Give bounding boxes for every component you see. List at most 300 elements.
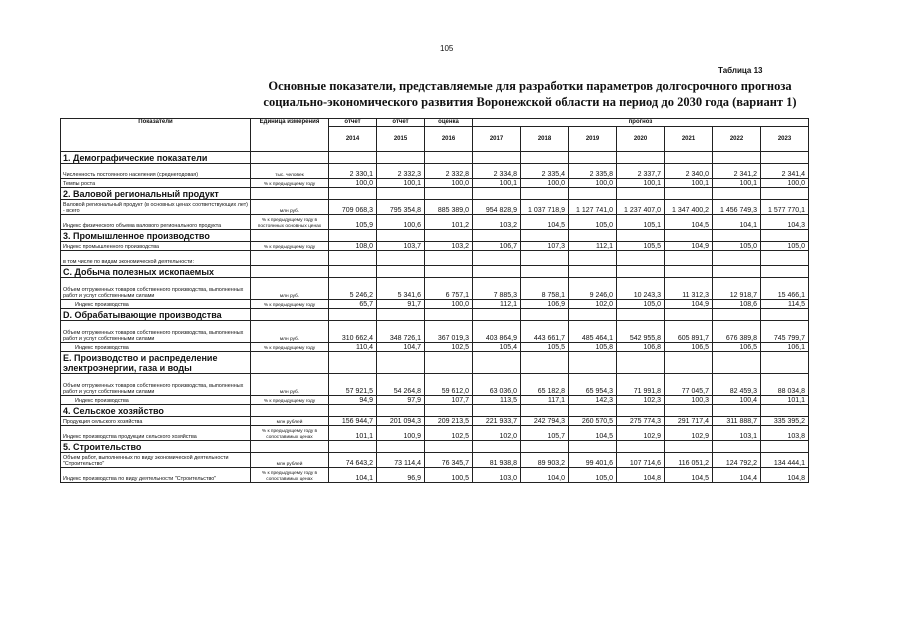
header-estimate: оценка bbox=[425, 119, 473, 127]
value-cell: 106,5 bbox=[665, 343, 713, 352]
empty-cell bbox=[329, 152, 377, 164]
year-cell: 2017 bbox=[473, 127, 521, 152]
value-cell: 156 944,7 bbox=[329, 417, 377, 426]
section-title: 1. Демографические показатели bbox=[61, 152, 251, 164]
empty-cell bbox=[569, 152, 617, 164]
value-cell: 1 456 749,3 bbox=[713, 200, 761, 215]
value-cell: 2 330,1 bbox=[329, 164, 377, 179]
value-cell: 104,3 bbox=[761, 215, 809, 230]
value-cell: 107,3 bbox=[521, 242, 569, 251]
value-cell: 107,7 bbox=[425, 396, 473, 405]
table-row bbox=[61, 343, 809, 352]
value-cell: 2 335,8 bbox=[569, 164, 617, 179]
value-cell: 104,5 bbox=[665, 215, 713, 230]
year-cell: 2015 bbox=[377, 127, 425, 152]
value-cell: 101,1 bbox=[761, 396, 809, 405]
table-row bbox=[61, 426, 809, 441]
empty-cell bbox=[569, 309, 617, 321]
empty-cell bbox=[377, 152, 425, 164]
row-unit: % к предыдущему году в сопоставимых ценах bbox=[251, 468, 329, 483]
year-cell: 2023 bbox=[761, 127, 809, 152]
empty-cell bbox=[665, 230, 713, 242]
empty-cell bbox=[425, 266, 473, 278]
empty-cell bbox=[251, 309, 329, 321]
empty-cell bbox=[425, 230, 473, 242]
row-label: Объем отгруженных товаров собственного производства, выполненных работ и услуг собственными силами bbox=[61, 278, 251, 300]
value-cell: 105,5 bbox=[617, 242, 665, 251]
value-cell: 885 389,0 bbox=[425, 200, 473, 215]
value-cell: 54 264,8 bbox=[377, 374, 425, 396]
empty-cell bbox=[329, 405, 377, 417]
value-cell: 335 395,2 bbox=[761, 417, 809, 426]
empty-cell bbox=[425, 188, 473, 200]
value-cell: 105,9 bbox=[329, 215, 377, 230]
section-title: 3. Промышленное производство bbox=[61, 230, 251, 242]
value-cell: 221 933,7 bbox=[473, 417, 521, 426]
value-cell: 6 757,1 bbox=[425, 278, 473, 300]
value-cell: 105,5 bbox=[521, 343, 569, 352]
value-cell: 106,5 bbox=[713, 343, 761, 352]
value-cell: 104,1 bbox=[713, 215, 761, 230]
header-unit: Единица измерения bbox=[251, 119, 329, 152]
value-cell: 605 891,7 bbox=[665, 321, 713, 343]
header-indicators: Показатели bbox=[61, 119, 251, 152]
value-cell: 81 938,8 bbox=[473, 453, 521, 468]
value-cell: 76 345,7 bbox=[425, 453, 473, 468]
value-cell: 106,1 bbox=[761, 343, 809, 352]
section-header-row bbox=[61, 309, 809, 321]
value-cell: 100,1 bbox=[377, 179, 425, 188]
empty-cell bbox=[713, 266, 761, 278]
empty-cell bbox=[761, 266, 809, 278]
table-row bbox=[61, 200, 809, 215]
year-cell: 2019 bbox=[569, 127, 617, 152]
row-label: Темпы роста bbox=[61, 179, 251, 188]
empty-cell bbox=[761, 188, 809, 200]
table-row bbox=[61, 251, 809, 266]
value-cell: 104,9 bbox=[665, 242, 713, 251]
empty-cell bbox=[617, 188, 665, 200]
value-cell: 311 888,7 bbox=[713, 417, 761, 426]
table-row bbox=[61, 242, 809, 251]
row-label: Индекс производства bbox=[61, 300, 251, 309]
empty-cell bbox=[521, 405, 569, 417]
value-cell: 112,1 bbox=[569, 242, 617, 251]
value-cell: 100,4 bbox=[713, 396, 761, 405]
value-cell: 114,5 bbox=[761, 300, 809, 309]
value-cell: 104,8 bbox=[617, 468, 665, 483]
value-cell: 94,9 bbox=[329, 396, 377, 405]
value-cell: 2 340,0 bbox=[665, 164, 713, 179]
section-header-row bbox=[61, 352, 809, 374]
value-cell: 100,0 bbox=[569, 179, 617, 188]
empty-cell bbox=[761, 405, 809, 417]
value-cell: 91,7 bbox=[377, 300, 425, 309]
value-cell: 105,0 bbox=[569, 215, 617, 230]
row-label: Индекс производства продукции сельского хозяйства bbox=[61, 426, 251, 441]
value-cell: 100,6 bbox=[377, 215, 425, 230]
value-cell: 104,7 bbox=[377, 343, 425, 352]
row-label: Индекс физического объема валового регионального продукта bbox=[61, 215, 251, 230]
section-title: E. Производство и распределение электроэнергии, газа и воды bbox=[61, 352, 251, 374]
empty-cell bbox=[329, 266, 377, 278]
value-cell: 100,0 bbox=[521, 179, 569, 188]
value-cell: 1 347 400,2 bbox=[665, 200, 713, 215]
empty-cell bbox=[473, 188, 521, 200]
value-cell: 88 034,8 bbox=[761, 374, 809, 396]
table-row bbox=[61, 468, 809, 483]
value-cell: 100,0 bbox=[761, 179, 809, 188]
value-cell: 403 864,9 bbox=[473, 321, 521, 343]
value-cell: 102,9 bbox=[617, 426, 665, 441]
row-unit: млн рублей bbox=[251, 453, 329, 468]
value-cell: 105,0 bbox=[617, 300, 665, 309]
empty-cell bbox=[251, 352, 329, 374]
value-cell: 954 828,9 bbox=[473, 200, 521, 215]
value-cell: 1 237 407,0 bbox=[617, 200, 665, 215]
empty-cell bbox=[713, 352, 761, 374]
empty-cell bbox=[425, 405, 473, 417]
value-cell: 242 794,3 bbox=[521, 417, 569, 426]
value-cell: 100,1 bbox=[665, 179, 713, 188]
value-cell: 105,7 bbox=[521, 426, 569, 441]
empty-cell bbox=[377, 405, 425, 417]
header-report-2014: отчет bbox=[329, 119, 377, 127]
row-unit: млн руб. bbox=[251, 374, 329, 396]
value-cell: 101,1 bbox=[329, 426, 377, 441]
value-cell: 103,8 bbox=[761, 426, 809, 441]
row-label: Индекс производства bbox=[61, 343, 251, 352]
table-row bbox=[61, 215, 809, 230]
empty-cell bbox=[473, 441, 521, 453]
empty-cell bbox=[251, 152, 329, 164]
section-title: 4. Сельское хозяйство bbox=[61, 405, 251, 417]
value-cell: 7 885,3 bbox=[473, 278, 521, 300]
row-label: Валовой региональный продукт (в основных ценах соответствующих лет) - всего bbox=[61, 200, 251, 215]
value-cell: 104,5 bbox=[665, 468, 713, 483]
value-cell: 101,2 bbox=[425, 215, 473, 230]
table-row bbox=[61, 278, 809, 300]
value-cell: 65 182,8 bbox=[521, 374, 569, 396]
empty-cell bbox=[329, 441, 377, 453]
empty-cell bbox=[713, 309, 761, 321]
value-cell: 106,8 bbox=[617, 343, 665, 352]
empty-cell bbox=[251, 266, 329, 278]
value-cell: 73 114,4 bbox=[377, 453, 425, 468]
value-cell: 106,7 bbox=[473, 242, 521, 251]
value-cell: 63 036,0 bbox=[473, 374, 521, 396]
table-row bbox=[61, 300, 809, 309]
header-report-2015: отчет bbox=[377, 119, 425, 127]
table-row bbox=[61, 164, 809, 179]
value-cell: 110,4 bbox=[329, 343, 377, 352]
empty-cell bbox=[713, 230, 761, 242]
value-cell: 2 341,2 bbox=[713, 164, 761, 179]
year-cell: 2021 bbox=[665, 127, 713, 152]
header-forecast: прогноз bbox=[473, 119, 809, 127]
row-unit: % к предыдущему году bbox=[251, 343, 329, 352]
value-cell: 100,0 bbox=[329, 179, 377, 188]
row-label: Объем работ, выполненных по виду экономической деятельности "Строительство" bbox=[61, 453, 251, 468]
value-cell: 104,1 bbox=[329, 468, 377, 483]
value-cell bbox=[617, 251, 665, 266]
value-cell bbox=[713, 251, 761, 266]
value-cell: 5 246,2 bbox=[329, 278, 377, 300]
empty-cell bbox=[617, 309, 665, 321]
value-cell: 102,5 bbox=[425, 343, 473, 352]
empty-cell bbox=[521, 352, 569, 374]
empty-cell bbox=[617, 230, 665, 242]
value-cell: 89 903,2 bbox=[521, 453, 569, 468]
value-cell: 2 337,7 bbox=[617, 164, 665, 179]
row-unit: тыс. человек bbox=[251, 164, 329, 179]
empty-cell bbox=[473, 405, 521, 417]
empty-cell bbox=[251, 441, 329, 453]
empty-cell bbox=[665, 152, 713, 164]
value-cell: 5 341,6 bbox=[377, 278, 425, 300]
year-cell: 2016 bbox=[425, 127, 473, 152]
value-cell: 1 037 718,9 bbox=[521, 200, 569, 215]
value-cell bbox=[377, 251, 425, 266]
value-cell: 108,6 bbox=[713, 300, 761, 309]
value-cell: 124 792,2 bbox=[713, 453, 761, 468]
row-unit: % к предыдущему году bbox=[251, 179, 329, 188]
empty-cell bbox=[329, 352, 377, 374]
row-unit: млн рублей bbox=[251, 417, 329, 426]
empty-cell bbox=[665, 188, 713, 200]
value-cell bbox=[569, 251, 617, 266]
row-label: Продукция сельского хозяйства bbox=[61, 417, 251, 426]
empty-cell bbox=[377, 309, 425, 321]
page-number: 105 bbox=[440, 44, 454, 53]
row-unit bbox=[251, 251, 329, 266]
empty-cell bbox=[425, 352, 473, 374]
empty-cell bbox=[473, 309, 521, 321]
value-cell: 105,0 bbox=[569, 468, 617, 483]
value-cell: 2 334,8 bbox=[473, 164, 521, 179]
row-label: Индекс производства bbox=[61, 396, 251, 405]
value-cell: 99 401,6 bbox=[569, 453, 617, 468]
row-label: Численность постоянного населения (среднегодовая) bbox=[61, 164, 251, 179]
value-cell: 485 464,1 bbox=[569, 321, 617, 343]
row-label: Индекс промышленного производства bbox=[61, 242, 251, 251]
empty-cell bbox=[713, 441, 761, 453]
empty-cell bbox=[329, 230, 377, 242]
header-row bbox=[61, 119, 809, 127]
value-cell: 102,0 bbox=[473, 426, 521, 441]
empty-cell bbox=[251, 405, 329, 417]
row-label: в том числе по видам экономической деятельности: bbox=[61, 251, 251, 266]
section-header-row bbox=[61, 266, 809, 278]
value-cell: 102,9 bbox=[665, 426, 713, 441]
empty-cell bbox=[329, 188, 377, 200]
section-header-row bbox=[61, 405, 809, 417]
empty-cell bbox=[521, 152, 569, 164]
value-cell: 103,0 bbox=[473, 468, 521, 483]
empty-cell bbox=[521, 230, 569, 242]
value-cell: 105,8 bbox=[569, 343, 617, 352]
value-cell: 100,5 bbox=[425, 468, 473, 483]
empty-cell bbox=[617, 352, 665, 374]
value-cell: 201 094,3 bbox=[377, 417, 425, 426]
empty-cell bbox=[713, 152, 761, 164]
value-cell: 116 051,2 bbox=[665, 453, 713, 468]
empty-cell bbox=[377, 441, 425, 453]
empty-cell bbox=[665, 266, 713, 278]
value-cell: 105,0 bbox=[761, 242, 809, 251]
empty-cell bbox=[761, 152, 809, 164]
empty-cell bbox=[251, 188, 329, 200]
row-unit: % к предыдущему году bbox=[251, 300, 329, 309]
value-cell: 142,3 bbox=[569, 396, 617, 405]
value-cell bbox=[761, 251, 809, 266]
section-header-row bbox=[61, 188, 809, 200]
table-row bbox=[61, 374, 809, 396]
section-title: 5. Строительство bbox=[61, 441, 251, 453]
value-cell: 103,7 bbox=[377, 242, 425, 251]
empty-cell bbox=[377, 230, 425, 242]
value-cell: 102,3 bbox=[617, 396, 665, 405]
value-cell: 275 774,3 bbox=[617, 417, 665, 426]
empty-cell bbox=[761, 230, 809, 242]
empty-cell bbox=[713, 405, 761, 417]
empty-cell bbox=[569, 352, 617, 374]
row-unit: млн руб. bbox=[251, 321, 329, 343]
empty-cell bbox=[521, 441, 569, 453]
value-cell: 100,0 bbox=[425, 179, 473, 188]
empty-cell bbox=[251, 230, 329, 242]
value-cell: 57 921,5 bbox=[329, 374, 377, 396]
empty-cell bbox=[425, 152, 473, 164]
empty-cell bbox=[425, 309, 473, 321]
year-cell: 2022 bbox=[713, 127, 761, 152]
value-cell: 108,0 bbox=[329, 242, 377, 251]
empty-cell bbox=[761, 352, 809, 374]
row-unit: млн руб. bbox=[251, 278, 329, 300]
value-cell: 795 354,8 bbox=[377, 200, 425, 215]
empty-cell bbox=[425, 441, 473, 453]
value-cell: 12 918,7 bbox=[713, 278, 761, 300]
value-cell: 105,4 bbox=[473, 343, 521, 352]
empty-cell bbox=[665, 352, 713, 374]
value-cell bbox=[329, 251, 377, 266]
value-cell: 105,0 bbox=[713, 242, 761, 251]
value-cell: 2 341,4 bbox=[761, 164, 809, 179]
value-cell: 8 758,1 bbox=[521, 278, 569, 300]
row-unit: % к предыдущему году bbox=[251, 396, 329, 405]
value-cell bbox=[665, 251, 713, 266]
empty-cell bbox=[617, 441, 665, 453]
table-row bbox=[61, 321, 809, 343]
value-cell: 74 643,2 bbox=[329, 453, 377, 468]
empty-cell bbox=[473, 352, 521, 374]
value-cell: 117,1 bbox=[521, 396, 569, 405]
value-cell: 100,0 bbox=[425, 300, 473, 309]
value-cell: 134 444,1 bbox=[761, 453, 809, 468]
value-cell: 65,7 bbox=[329, 300, 377, 309]
empty-cell bbox=[761, 309, 809, 321]
value-cell: 367 019,3 bbox=[425, 321, 473, 343]
value-cell: 15 466,1 bbox=[761, 278, 809, 300]
table-row bbox=[61, 396, 809, 405]
year-cell: 2018 bbox=[521, 127, 569, 152]
value-cell: 112,1 bbox=[473, 300, 521, 309]
empty-cell bbox=[473, 266, 521, 278]
value-cell: 65 954,3 bbox=[569, 374, 617, 396]
value-cell: 82 459,3 bbox=[713, 374, 761, 396]
row-label: Объем отгруженных товаров собственного производства, выполненных работ и услуг собственными силами bbox=[61, 374, 251, 396]
value-cell: 2 335,4 bbox=[521, 164, 569, 179]
row-label: Объем отгруженных товаров собственного производства, выполненных работ и услуг собственными силами bbox=[61, 321, 251, 343]
value-cell: 542 955,8 bbox=[617, 321, 665, 343]
value-cell: 443 661,7 bbox=[521, 321, 569, 343]
value-cell: 2 332,8 bbox=[425, 164, 473, 179]
value-cell: 310 662,4 bbox=[329, 321, 377, 343]
value-cell: 104,5 bbox=[521, 215, 569, 230]
empty-cell bbox=[569, 230, 617, 242]
value-cell: 96,9 bbox=[377, 468, 425, 483]
empty-cell bbox=[569, 266, 617, 278]
table-row bbox=[61, 417, 809, 426]
empty-cell bbox=[713, 188, 761, 200]
document-title: Основные показатели, представляемые для разработки параметров долгосрочного прогноза социально-экономического развития Воронежской области на период до 2030 года (вариант 1) bbox=[263, 79, 797, 109]
value-cell: 2 332,3 bbox=[377, 164, 425, 179]
table-row bbox=[61, 179, 809, 188]
value-cell bbox=[521, 251, 569, 266]
value-cell: 709 068,3 bbox=[329, 200, 377, 215]
empty-cell bbox=[329, 309, 377, 321]
row-unit: % к предыдущему году bbox=[251, 242, 329, 251]
value-cell: 100,3 bbox=[665, 396, 713, 405]
value-cell: 102,0 bbox=[569, 300, 617, 309]
value-cell: 102,5 bbox=[425, 426, 473, 441]
row-unit: млн руб. bbox=[251, 200, 329, 215]
empty-cell bbox=[569, 441, 617, 453]
value-cell: 291 717,4 bbox=[665, 417, 713, 426]
value-cell: 104,5 bbox=[569, 426, 617, 441]
empty-cell bbox=[665, 405, 713, 417]
empty-cell bbox=[569, 405, 617, 417]
value-cell: 100,1 bbox=[713, 179, 761, 188]
section-title: D. Обрабатывающие производства bbox=[61, 309, 251, 321]
value-cell: 209 213,5 bbox=[425, 417, 473, 426]
empty-cell bbox=[617, 266, 665, 278]
value-cell: 113,5 bbox=[473, 396, 521, 405]
empty-cell bbox=[521, 309, 569, 321]
table-label: Таблица 13 bbox=[718, 66, 763, 75]
value-cell: 11 312,3 bbox=[665, 278, 713, 300]
year-cell: 2020 bbox=[617, 127, 665, 152]
value-cell: 104,8 bbox=[761, 468, 809, 483]
value-cell: 1 577 770,1 bbox=[761, 200, 809, 215]
value-cell: 77 045,7 bbox=[665, 374, 713, 396]
section-header-row bbox=[61, 441, 809, 453]
value-cell: 59 612,0 bbox=[425, 374, 473, 396]
empty-cell bbox=[569, 188, 617, 200]
year-cell: 2014 bbox=[329, 127, 377, 152]
value-cell: 103,2 bbox=[425, 242, 473, 251]
value-cell: 676 389,8 bbox=[713, 321, 761, 343]
table-row bbox=[61, 453, 809, 468]
empty-cell bbox=[617, 152, 665, 164]
value-cell: 745 799,7 bbox=[761, 321, 809, 343]
value-cell: 100,1 bbox=[617, 179, 665, 188]
value-cell: 106,9 bbox=[521, 300, 569, 309]
empty-cell bbox=[377, 266, 425, 278]
empty-cell bbox=[473, 230, 521, 242]
value-cell: 104,0 bbox=[521, 468, 569, 483]
value-cell: 1 127 741,0 bbox=[569, 200, 617, 215]
